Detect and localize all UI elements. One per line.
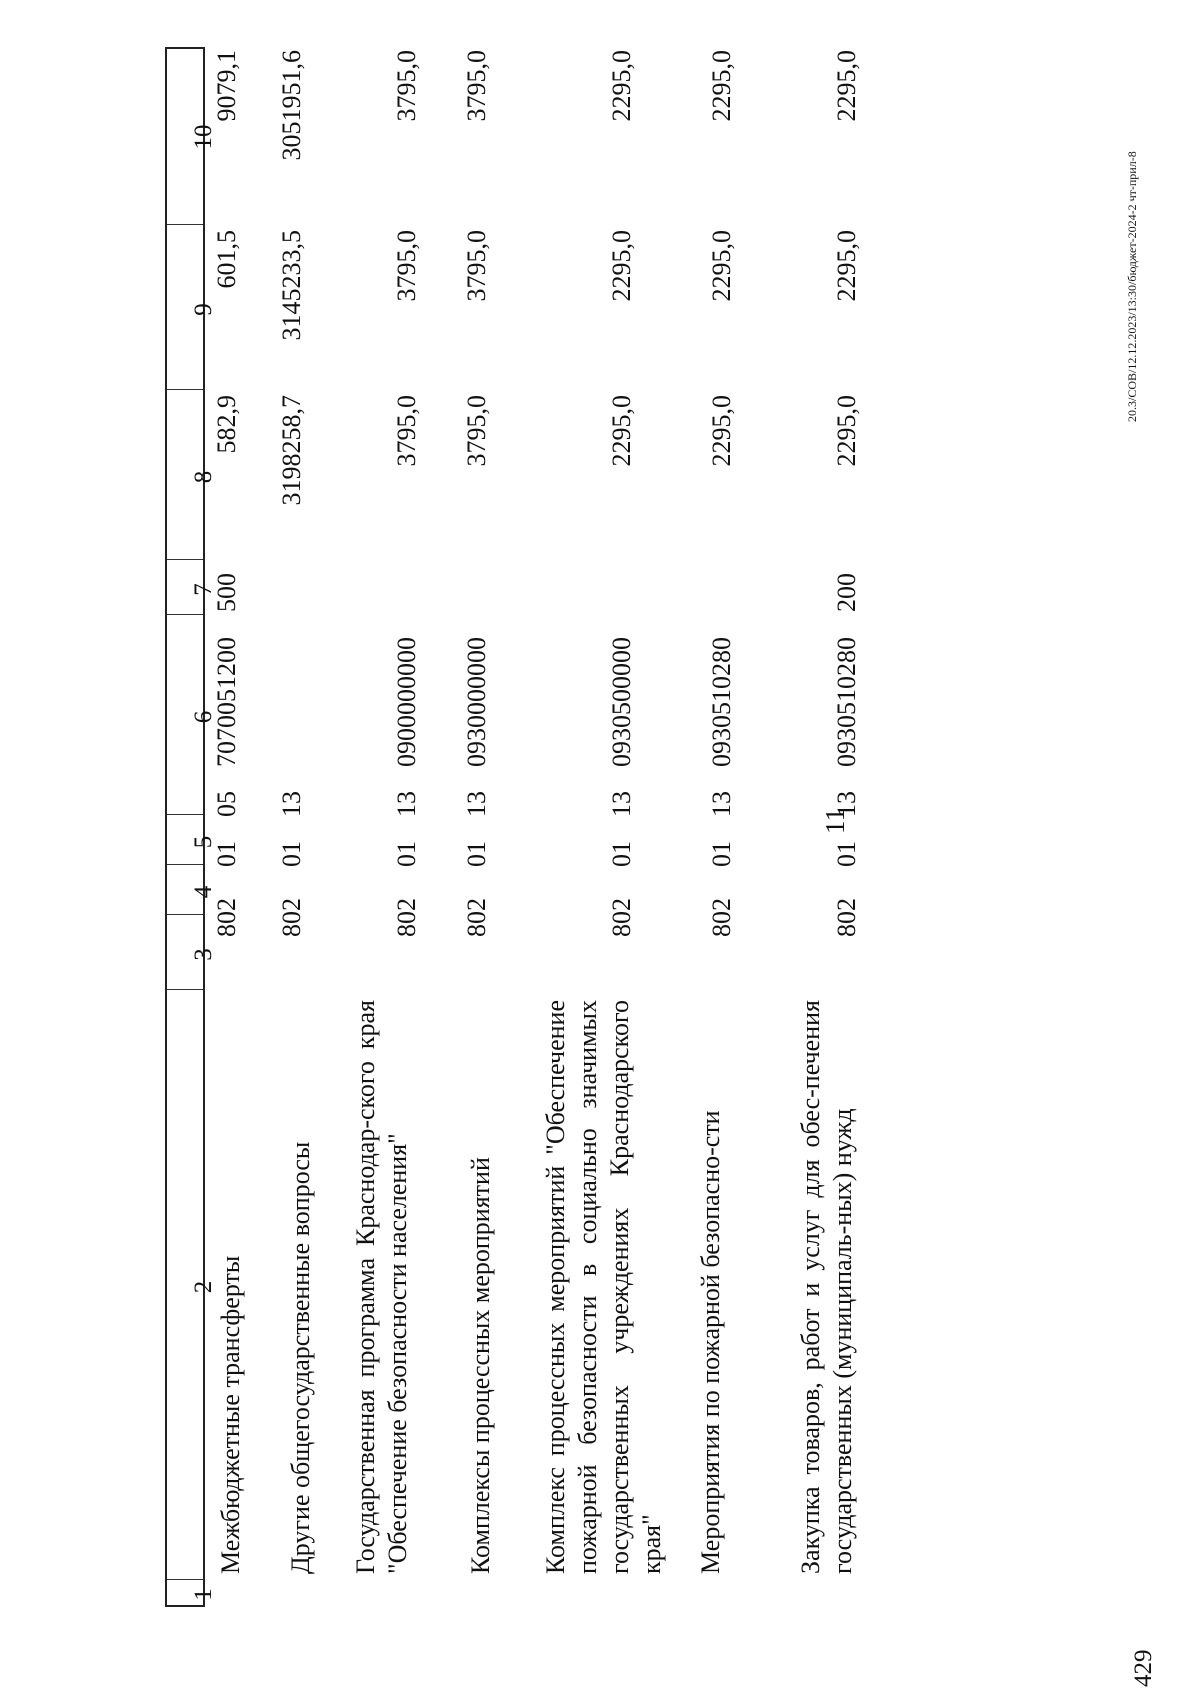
row-name: Мероприятия по пожарной безопасно-сти [696, 1110, 725, 1574]
row-code-c5: 13 [392, 791, 421, 817]
row-code-c4: 01 [707, 841, 736, 867]
row-code-c6: 7070051200 [212, 637, 241, 767]
row-name: Закупка товаров, работ и услуг для обес-печения государственных (муниципаль-ных) нужд [796, 1000, 857, 1574]
row-code-c4: 01 [832, 841, 861, 867]
row-code-c6: 0930500000 [607, 637, 636, 767]
row-amount-c8: 3198258,7 [277, 395, 306, 506]
row-amount-c8: 2295,0 [707, 395, 736, 467]
row-code-c7: 500 [212, 573, 241, 612]
header-cell: 6 [190, 710, 217, 724]
row-code-c4: 01 [277, 841, 306, 867]
row-amount-c10: 3795,0 [392, 50, 421, 122]
header-cell: 1 [190, 1588, 217, 1601]
row-code-c4: 01 [462, 841, 491, 867]
header-cell: 3 [190, 948, 217, 961]
row-amount-c10: 3051951,6 [277, 50, 306, 161]
row-name: Другие общегосударственные вопросы [286, 1141, 315, 1574]
row-amount-c8: 2295,0 [607, 395, 636, 467]
header-cell: 4 [190, 885, 217, 899]
row-code-c3: 802 [462, 898, 491, 937]
row-amount-c9: 3795,0 [392, 230, 421, 302]
row-name: Комплексы процессных мероприятий [466, 1157, 495, 1574]
row-code-c5: 13 [707, 791, 736, 817]
row-code-c5: 13 [462, 791, 491, 817]
row-amount-c9: 2295,0 [832, 230, 861, 302]
row-amount-c8: 582,9 [212, 395, 241, 454]
header-cell: 8 [190, 470, 217, 484]
header-cell: 5 [190, 835, 217, 849]
row-amount-c9: 2295,0 [707, 230, 736, 302]
row-code-c4: 01 [212, 841, 241, 867]
row-amount-c8: 3795,0 [392, 395, 421, 467]
row-code-c6: 0930510280 [707, 637, 736, 767]
header-divider [167, 224, 203, 225]
row-amount-c9: 3795,0 [462, 230, 491, 302]
row-code-c3: 802 [212, 898, 241, 937]
row-code-c4: 01 [607, 841, 636, 867]
sheet-number: 429 [1130, 1649, 1157, 1687]
row-amount-c9: 601,5 [212, 230, 241, 289]
row-code-c3: 802 [707, 898, 736, 937]
row-code-c7: 200 [832, 573, 861, 612]
document-code: 20.3/СОВ/12.12.2023/13:30/бюджет-2024-2 чт-прил-8 [1125, 151, 1139, 422]
row-code-c6: 0930510280 [832, 637, 861, 767]
row-code-c6: 0900000000 [392, 637, 421, 767]
row-name: Межбюджетные трансферты [216, 1255, 245, 1574]
row-amount-c8: 3795,0 [462, 395, 491, 467]
row-code-c6: 0930000000 [462, 637, 491, 767]
row-amount-c8: 2295,0 [832, 395, 861, 467]
row-amount-c10: 2295,0 [607, 50, 636, 122]
row-code-c5: 13 [607, 791, 636, 817]
row-amount-c10: 2295,0 [707, 50, 736, 122]
row-code-c3: 802 [277, 898, 306, 937]
row-amount-c10: 2295,0 [832, 50, 861, 122]
header-cell: 2 [190, 1280, 217, 1294]
row-code-c4: 01 [392, 841, 421, 867]
header-divider [167, 989, 203, 990]
row-name: Государственная программа Краснодар-ского края "Обеспечение безопасности населения" [351, 1000, 412, 1574]
row-code-c3: 802 [832, 898, 861, 937]
row-code-c5: 05 [212, 791, 241, 817]
row-amount-c10: 9079,1 [212, 50, 241, 122]
row-name: Комплекс процессных мероприятий "Обеспечение пожарной безопасности в социально значимых государственных учреждениях Краснодарского края" [541, 1000, 666, 1574]
header-cell: 9 [190, 303, 217, 316]
row-code-c3: 802 [607, 898, 636, 937]
row-code-c5: 13 [277, 791, 306, 817]
row-amount-c10: 3795,0 [462, 50, 491, 122]
row-amount-c9: 3145233,5 [277, 230, 306, 341]
header-divider [167, 389, 203, 390]
header-cell: 7 [190, 583, 217, 596]
page-number: 11 [820, 808, 850, 834]
row-code-c5: 13 [832, 791, 861, 817]
row-amount-c9: 2295,0 [607, 230, 636, 302]
row-code-c3: 802 [392, 898, 421, 937]
header-cell: 10 [190, 124, 217, 150]
